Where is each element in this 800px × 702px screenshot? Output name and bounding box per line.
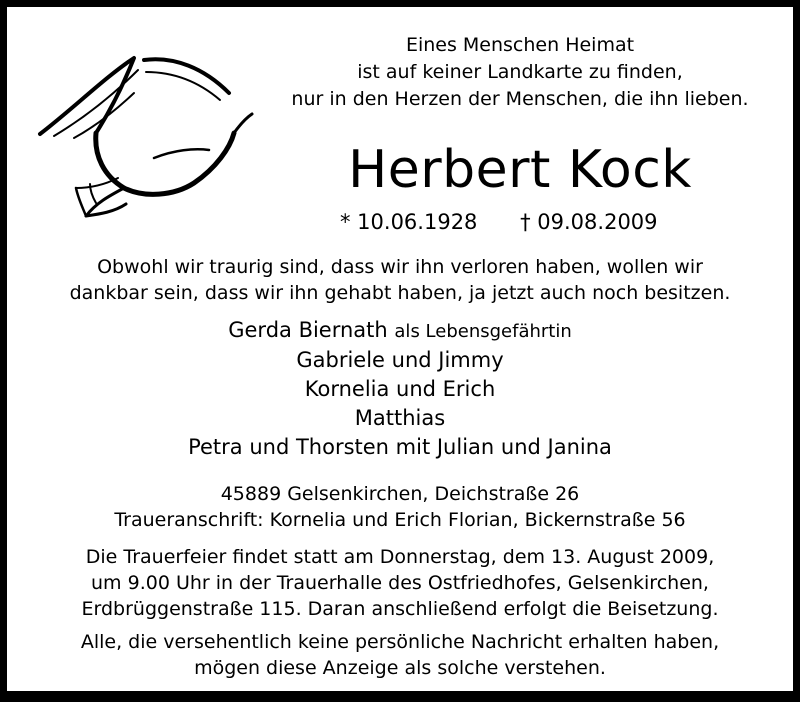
closing-line: mögen diese Anzeige als solche verstehen. bbox=[194, 657, 606, 679]
ceremony-info bbox=[0, 544, 800, 622]
closing-line: Alle, die versehentlich keine persönliche Nachricht erhalten haben, bbox=[80, 631, 720, 653]
deceased-name: Herbert Kock bbox=[348, 140, 692, 200]
address-line: Traueranschrift: Kornelia und Erich Florian, Bickernstraße 56 bbox=[114, 509, 686, 531]
mourner-line: Kornelia und Erich bbox=[304, 377, 496, 401]
mourner-line: Petra und Thorsten mit Julian und Janina bbox=[188, 435, 612, 459]
life-dates bbox=[340, 210, 658, 234]
intro-line: Obwohl wir traurig sind, dass wir ihn verloren haben, wollen wir bbox=[97, 256, 703, 278]
mourner-name: Gerda Biernath bbox=[228, 318, 388, 342]
poem-line: Eines Menschen Heimat bbox=[405, 34, 635, 56]
death-date: † 09.08.2009 bbox=[520, 210, 658, 234]
mourner-line: Matthias bbox=[354, 406, 446, 430]
address-block bbox=[0, 481, 800, 533]
poem bbox=[270, 32, 770, 113]
poem-line: ist auf keiner Landkarte zu finden, bbox=[357, 61, 683, 83]
mourner-line bbox=[0, 316, 800, 346]
address-line: 45889 Gelsenkirchen, Deichstraße 26 bbox=[220, 483, 580, 505]
ceremony-line: um 9.00 Uhr in der Trauerhalle des Ostfriedhofes, Gelsenkirchen, bbox=[91, 572, 709, 594]
birth-date: * 10.06.1928 bbox=[340, 210, 478, 234]
poem-line: nur in den Herzen der Menschen, die ihn lieben. bbox=[291, 88, 749, 110]
mourner-role: als Lebensgefährtin bbox=[394, 321, 572, 342]
closing-note bbox=[0, 629, 800, 681]
intro-text bbox=[0, 254, 800, 306]
ceremony-line: Die Trauerfeier findet statt am Donnerstag, dem 13. August 2009, bbox=[85, 546, 715, 568]
ceremony-line: Erdbrüggenstraße 115. Daran anschließend erfolgt die Beisetzung. bbox=[81, 598, 719, 620]
mourners-list bbox=[0, 316, 800, 462]
dove-icon bbox=[34, 38, 254, 228]
mourner-line: Gabriele und Jimmy bbox=[296, 348, 504, 372]
intro-line: dankbar sein, dass wir ihn gehabt haben, ja jetzt auch noch besitzen. bbox=[69, 282, 731, 304]
